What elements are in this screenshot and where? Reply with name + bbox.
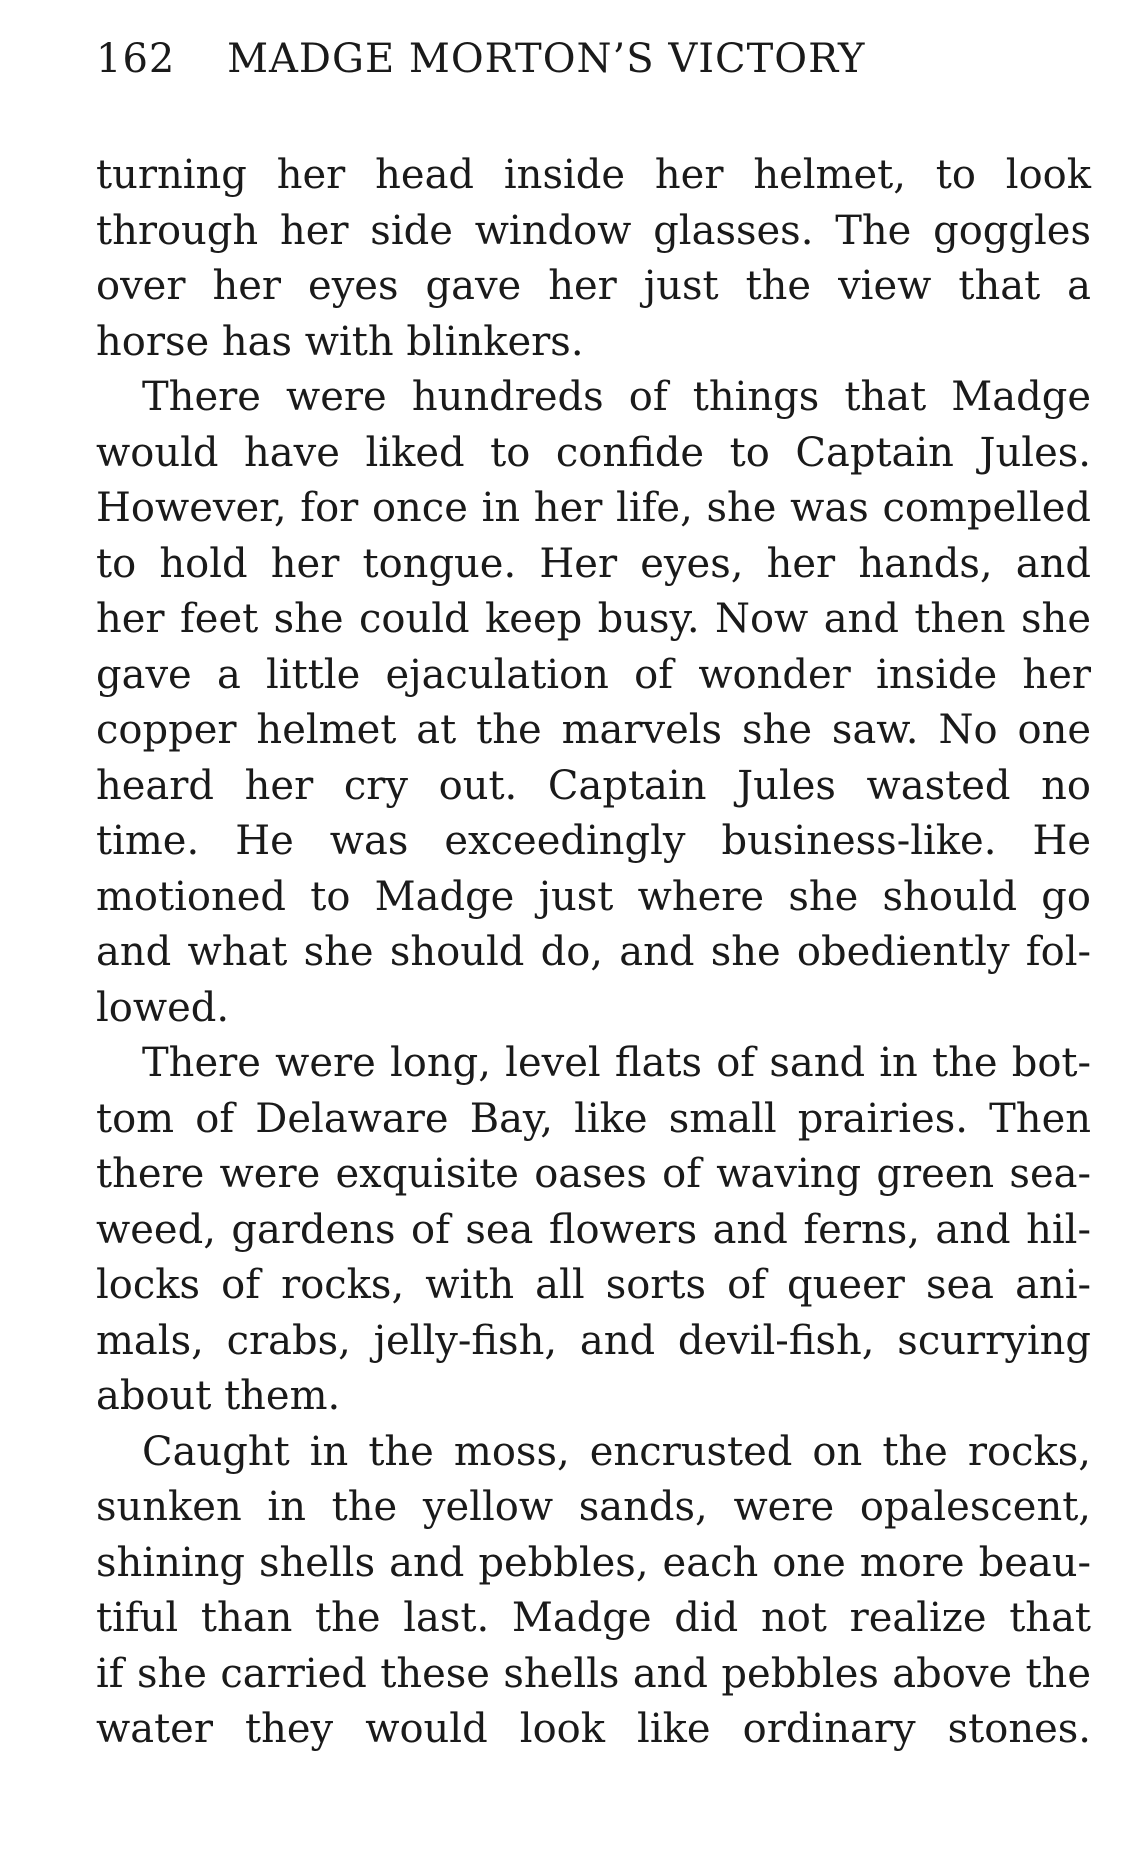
text-line: locks of rocks, with all sorts of queer sea ani- (96, 1262, 1091, 1308)
text-line: about them. (96, 1373, 341, 1419)
text-line: motioned to Madge just where she should go (96, 873, 1091, 920)
paragraph-2 (96, 370, 1091, 1036)
book-title: MADGE MORTON’S VICTORY (227, 36, 866, 82)
body-text (96, 148, 1091, 1758)
text-line: over her eyes gave her just the view that a (96, 263, 1091, 309)
text-line: shining shells and pebbles, each one more beau- (96, 1539, 1091, 1586)
page-number: 162 (96, 36, 176, 82)
text-line: tiful than the last. Madge did not realize that (96, 1595, 1091, 1641)
text-line: heard her cry out. Captain Jules wasted no (96, 762, 1091, 809)
text-line: horse has with blinkers. (96, 318, 584, 365)
paragraph-3 (96, 1036, 1091, 1425)
text-line: copper helmet at the marvels she saw. No one (96, 707, 1091, 753)
text-line: to hold her tongue. Her eyes, her hands, and (96, 540, 1091, 587)
text-line: turning her head inside her helmet, to look (96, 152, 1091, 198)
running-header (96, 36, 1056, 96)
text-line: through her side window glasses. The goggles (96, 207, 1091, 254)
text-line: and what she should do, and she obediently fol- (96, 929, 1091, 975)
text-line: her feet she could keep busy. Now and then she (96, 596, 1091, 642)
text-line: there were exquisite oases of waving green sea- (96, 1151, 1091, 1197)
text-line: lowed. (96, 984, 230, 1031)
text-line: weed, gardens of sea flowers and ferns, and hil- (96, 1206, 1091, 1253)
text-line: Caught in the moss, encrusted on the rocks, (142, 1428, 1091, 1475)
text-line: However, for once in her life, she was compelled (96, 485, 1091, 531)
text-line: water they would look like ordinary stones. (96, 1706, 1091, 1752)
text-line: tom of Delaware Bay, like small prairies. Then (96, 1095, 1091, 1142)
paragraph-1 (96, 148, 1091, 370)
text-line: There were hundreds of things that Madge (142, 374, 1091, 420)
text-line: gave a little ejaculation of wonder inside her (96, 651, 1091, 698)
text-line: would have liked to confide to Captain Jules. (96, 429, 1091, 476)
text-line: There were long, level flats of sand in the bot- (142, 1040, 1091, 1086)
text-line: if she carried these shells and pebbles above the (96, 1650, 1091, 1697)
paragraph-4 (96, 1425, 1091, 1758)
text-line: time. He was exceedingly business-like. He (96, 818, 1091, 864)
text-line: mals, crabs, jelly-fish, and devil-fish, scurrying (96, 1317, 1091, 1364)
text-line: sunken in the yellow sands, were opalescent, (96, 1484, 1091, 1530)
